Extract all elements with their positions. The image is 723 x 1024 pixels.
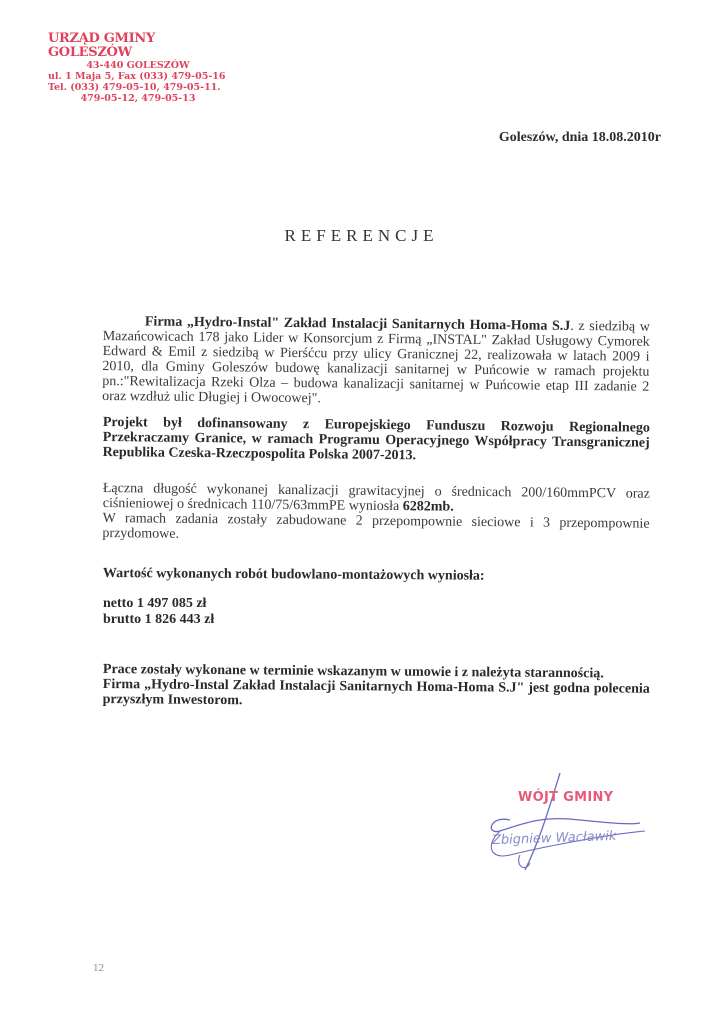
- document-title: REFERENCJE: [284, 226, 439, 245]
- paragraph-value: Wartość wykonanych robót budowlano-montażowych wyniosła:: [102, 566, 485, 584]
- office-stamp: [48, 32, 228, 104]
- paragraph-funding: Projekt był dofinansowany z Europejskiego Funduszu Rozwoju Regionalnego Przekraczamy Granice, w ramach Programu Operacyjnego Współpracy Transgranicznej Republika Czeska-Rzeczpospolita Polska 2007-2013.: [102, 415, 650, 464]
- signature-name: Zbigniew Wacławik: [491, 828, 617, 849]
- stamp-address: ul. 1 Maja 5, Fax (033) 479-05-16: [48, 71, 226, 82]
- amount-netto: netto 1 497 085 zł: [103, 596, 207, 611]
- amount-brutto: brutto 1 826 443 zł: [103, 612, 215, 627]
- page-number: 12: [93, 962, 104, 974]
- stamp-tel: Tel. (033) 479-05-10, 479-05-11.: [48, 82, 221, 93]
- stamp-tel2: 479-05-12, 479-05-13: [80, 93, 196, 104]
- paragraph-recommendation: [103, 662, 650, 712]
- length-value: 6282mb.: [402, 499, 454, 515]
- recommendation-line2: Firma „Hydro-Instal Zakład Instalacji Sanitarnych Homa-Homa S.J" jest godna polecenia przyszłym Inwestorom.: [102, 676, 650, 709]
- company-name: Firma „Hydro-Instal" Zakład Instalacji Sanitarnych Homa-Homa S.J: [144, 314, 571, 334]
- stamp-postal: 43-440 GOLESZÓW: [86, 60, 190, 71]
- recommendation-line1: Prace zostały wykonane w terminie wskazanym w umowie i z należyta starannością.: [102, 662, 604, 682]
- length-text: Łączna długość wykonanej kanalizacji grawitacyjnej o średnicach 200/160mmPCV oraz ciśnieniowej o średnicach 110/75/63mmPE wyniosła: [102, 481, 650, 515]
- signature-scribble-icon: [480, 765, 670, 875]
- signature-title: WÓJT GMINY: [518, 790, 614, 805]
- paragraph-length: [102, 481, 650, 547]
- pumping-stations-text: W ramach zadania zostały zabudowane 2 przepompownie sieciowe i 3 przepompownie przydomowe.: [102, 510, 650, 542]
- amounts: [103, 596, 214, 628]
- letter-date: Goleszów, dnia 18.08.2010r: [498, 130, 661, 145]
- stamp-title: URZĄD GMINY GOLESZÓW: [48, 31, 155, 60]
- paragraph-description-text: . z siedzibą w Mazańcowicach 178 jako Lider w Konsorcjum z Firmą „INSTAL" Zakład Usługowy Cymorek Edward & Emil z siedzibą w Pierśćcu przy ulicy Granicznej 22, realizowała w latach 2009 i 2010, dla Gminy Goleszów budowę kanalizacji sanitarnej w Puńcowie w ramach projektu pn.:"Rewitalizacja Rzeki Olza – budowa kanalizacji sanitarnej w Puńcowie etap III zadanie 2 oraz wzdłuż ulic Długiej i Owocowej".: [102, 318, 650, 407]
- signature-block: [480, 765, 670, 875]
- paragraph-description: [102, 314, 650, 410]
